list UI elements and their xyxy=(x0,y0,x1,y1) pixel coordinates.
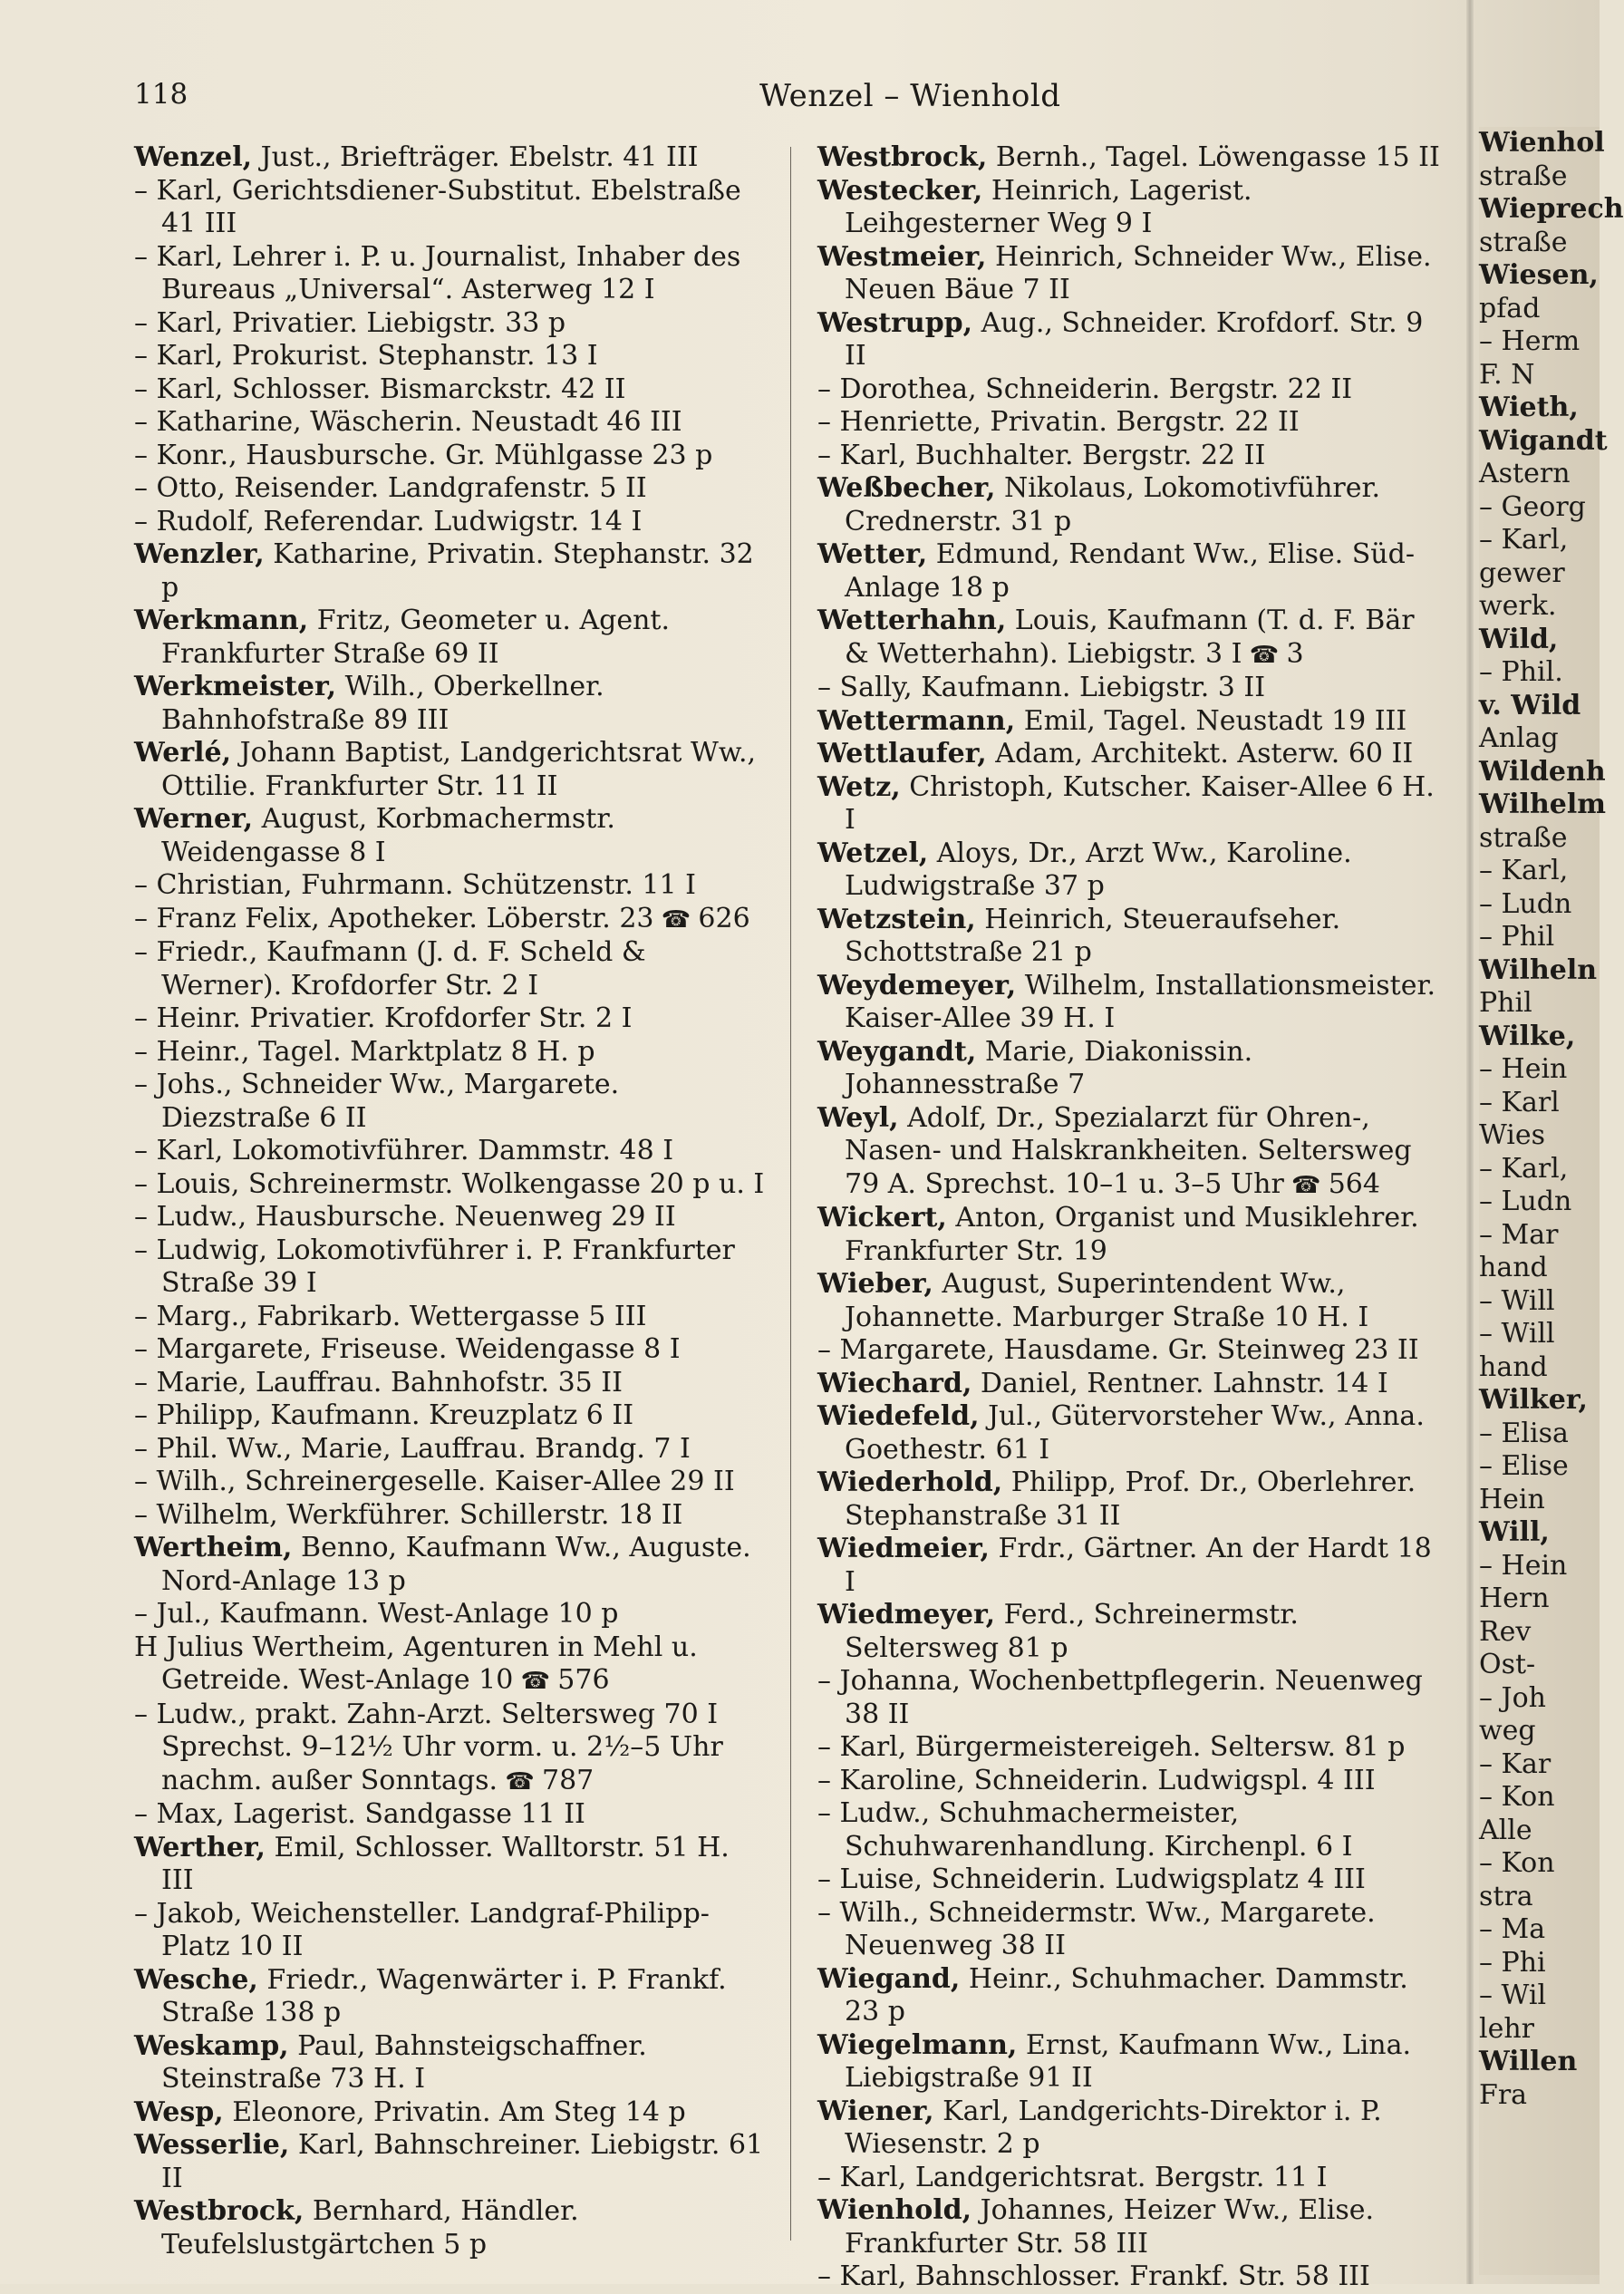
edge-fragment: stra xyxy=(1479,1880,1533,1912)
phone-icon: ☎ xyxy=(513,1668,558,1695)
entry-text: Fritz, Geometer u. Agent. Frankfurter Straße 69 II xyxy=(161,605,671,670)
entry-surname: Wesche, xyxy=(134,1963,258,1996)
entry-text: – Karl, Bürgermeistereigeh. Seltersw. 81 p xyxy=(817,1731,1406,1763)
entry-surname: Wenzel, xyxy=(134,141,253,173)
directory-entry xyxy=(817,1036,1443,1102)
directory-entry xyxy=(134,1598,768,1631)
entry-text: Frdr., Gärtner. An der Hardt 18 I xyxy=(845,1533,1432,1598)
entry-text: – Wilh., Schneidermstr. Ww., Margarete. Neuenweg 38 II xyxy=(817,1896,1376,1961)
entry-surname: Westbrock, xyxy=(134,2195,304,2227)
directory-entry xyxy=(817,472,1443,538)
entry-text: – Rudolf, Referendar. Ludwigstr. 14 I xyxy=(134,505,643,537)
directory-entry xyxy=(134,671,768,737)
directory-entry xyxy=(134,340,768,373)
directory-entry xyxy=(817,2029,1443,2096)
entry-text: – Christian, Fuhrmann. Schützenstr. 11 I xyxy=(134,869,696,901)
entry-surname: Weskamp, xyxy=(134,2029,289,2062)
entry-text: H Julius Wertheim, Agenturen in Mehl u. Getreide. West-Anlage 10 xyxy=(134,1631,698,1696)
directory-entry xyxy=(134,1964,768,2030)
directory-entry xyxy=(817,1963,1443,2029)
edge-fragment: Ost- xyxy=(1479,1649,1536,1680)
entry-text: August, Superintendent Ww., Johannette. Marburger Straße 10 H. I xyxy=(845,1268,1369,1333)
phone-number: 3 xyxy=(1286,637,1304,670)
directory-entry xyxy=(817,1334,1443,1368)
entry-text: – Karl, Landgerichtsrat. Bergstr. 11 I xyxy=(817,2161,1328,2193)
edge-fragment: Hern xyxy=(1479,1583,1550,1614)
directory-entry xyxy=(134,538,768,605)
directory-entry xyxy=(817,1863,1443,1897)
directory-entry xyxy=(817,406,1443,440)
directory-entry xyxy=(134,506,768,539)
directory-entry xyxy=(134,1002,768,1036)
directory-entry xyxy=(817,241,1443,307)
directory-entry xyxy=(817,1731,1443,1765)
entry-text: Edmund, Rendant Ww., Elise. Süd-Anlage 18 p xyxy=(845,538,1415,604)
entry-text: Christoph, Kutscher. Kaiser-Allee 6 H. I xyxy=(845,770,1435,836)
entry-surname: Wiegelmann, xyxy=(817,2028,1018,2061)
directory-entry xyxy=(134,472,768,506)
edge-fragment: – Kon xyxy=(1479,1781,1555,1813)
entry-surname: Wetz, xyxy=(817,770,901,803)
entry-text: Johann Baptist, Landgerichtsrat Ww., Ottilie. Frankfurter Str. 11 II xyxy=(161,737,757,802)
directory-entry xyxy=(817,1765,1443,1798)
directory-entry xyxy=(134,406,768,440)
directory-entry xyxy=(134,1798,768,1832)
entry-surname: Wenzler, xyxy=(134,538,265,570)
next-page-edge-column xyxy=(1479,127,1624,2275)
entry-surname: Werner, xyxy=(134,803,254,835)
entry-surname: Wetter, xyxy=(817,538,928,570)
edge-fragment: Wies xyxy=(1479,1119,1546,1151)
directory-entry xyxy=(817,605,1443,672)
edge-fragment: pfad xyxy=(1479,292,1541,324)
directory-entry xyxy=(817,1797,1443,1863)
entry-text: – Karoline, Schneiderin. Ludwigspl. 4 III xyxy=(817,1764,1376,1796)
directory-entry xyxy=(817,970,1443,1036)
entry-surname: Wettermann, xyxy=(817,704,1016,737)
entry-text: Ferd., Schreinermstr. Seltersweg 81 p xyxy=(845,1599,1299,1664)
entry-text: Marie, Diakonissin. Johannesstraße 7 xyxy=(845,1035,1253,1100)
entry-text: – Ludw., Hausbursche. Neuenweg 29 II xyxy=(134,1201,676,1233)
entry-text: – Heinr. Privatier. Krofdorfer Str. 2 I xyxy=(134,1002,633,1034)
directory-entry xyxy=(134,175,768,241)
edge-fragment: Wigandt xyxy=(1479,424,1608,457)
directory-entry xyxy=(817,672,1443,705)
entry-text: Adolf, Dr., Spezialarzt für Ohren-, Nasen- und Halskrankheiten. Seltersweg 79 A. Sprechst. 10–1 u. 3–5 Uhr xyxy=(845,1101,1412,1200)
edge-fragment: – Elise xyxy=(1479,1450,1569,1482)
entry-text: – Louis, Schreinermstr. Wolkengasse 20 p u. I xyxy=(134,1167,765,1200)
entry-surname: Wesserlie, xyxy=(134,2129,290,2161)
entry-surname: Weyl, xyxy=(817,1101,899,1134)
edge-fragment: – Will xyxy=(1479,1318,1555,1350)
entry-text: – Karl, Schlosser. Bismarckstr. 42 II xyxy=(134,373,626,405)
entry-surname: Wieber, xyxy=(817,1268,933,1300)
phone-number: 626 xyxy=(698,902,750,934)
entry-text: Friedr., Wagenwärter i. P. Frankf. Straße 138 p xyxy=(161,1963,727,2028)
entry-surname: Wickert, xyxy=(817,1202,947,1234)
edge-fragment: – Wil xyxy=(1479,1979,1547,2011)
directory-entry xyxy=(817,1102,1443,1203)
directory-entry xyxy=(134,1201,768,1234)
entry-text: Johannes, Heizer Ww., Elise. Frankfurter Str. 58 III xyxy=(845,2194,1375,2260)
edge-fragment: Wilke, xyxy=(1479,1020,1576,1052)
edge-fragment: – Elisa xyxy=(1479,1417,1569,1449)
entry-surname: Werkmeister, xyxy=(134,671,337,702)
edge-fragment: Wieth, xyxy=(1479,392,1579,423)
phone-icon: ☎ xyxy=(498,1767,542,1796)
edge-fragment: – Kar xyxy=(1479,1747,1552,1780)
directory-entry xyxy=(817,1400,1443,1466)
directory-entry xyxy=(817,307,1443,373)
entry-text: – Dorothea, Schneiderin. Bergstr. 22 II xyxy=(817,373,1353,405)
entry-surname: Westbrock, xyxy=(817,141,988,173)
edge-fragment: straße xyxy=(1479,821,1568,854)
edge-fragment: Hein xyxy=(1479,1483,1545,1515)
edge-fragment: straße xyxy=(1479,226,1568,258)
edge-fragment: Willen xyxy=(1479,2046,1578,2077)
entry-text: Paul, Bahnsteigschaffner. Steinstraße 73 H. I xyxy=(161,2029,647,2095)
directory-entry xyxy=(817,141,1443,175)
edge-fragment: Fra xyxy=(1479,2078,1528,2111)
edge-fragment: straße xyxy=(1479,160,1568,192)
edge-fragment: – Ludn xyxy=(1479,1186,1572,1217)
edge-fragment: Phil xyxy=(1479,987,1532,1019)
directory-entry xyxy=(134,1168,768,1202)
edge-fragment: – Will xyxy=(1479,1284,1555,1317)
directory-entry xyxy=(817,904,1443,970)
entry-text: – Franz Felix, Apotheker. Löberstr. 23 xyxy=(134,902,654,934)
edge-fragment: – Karl xyxy=(1479,1086,1560,1118)
entry-text: – Max, Lagerist. Sandgasse 11 II xyxy=(134,1798,585,1830)
entry-surname: Wiedefeld, xyxy=(817,1400,980,1432)
entry-text: – Konr., Hausbursche. Gr. Mühlgasse 23 p xyxy=(134,439,713,471)
entry-text: – Karl, Privatier. Liebigstr. 33 p xyxy=(134,306,566,339)
entry-text: Karl, Bahnschreiner. Liebigstr. 61 II xyxy=(161,2129,764,2194)
directory-entry xyxy=(134,1699,768,1799)
directory-entry xyxy=(134,1333,768,1367)
edge-fragment: werk. xyxy=(1479,590,1557,622)
entry-surname: Wiedmeyer, xyxy=(817,1599,996,1631)
edge-fragment: gewer xyxy=(1479,557,1565,589)
entry-surname: Wesp, xyxy=(134,2096,224,2128)
entry-surname: Wetzstein, xyxy=(817,903,976,935)
edge-fragment: Alle xyxy=(1479,1814,1532,1846)
entry-text: – Katharine, Wäscherin. Neustadt 46 III xyxy=(134,406,682,438)
entry-surname: Wetzel, xyxy=(817,837,929,869)
edge-fragment: – Kon xyxy=(1479,1847,1555,1879)
entry-text: – Karl, Gerichtsdiener-Substitut. Ebelstraße 41 III xyxy=(134,174,741,239)
entry-text: Heinrich, Lagerist. Leihgesterner Weg 9 I xyxy=(845,174,1252,239)
edge-fragment: Wilheln xyxy=(1479,953,1598,986)
page-number: 118 xyxy=(134,78,188,111)
entry-text: – Otto, Reisender. Landgrafenstr. 5 II xyxy=(134,472,647,504)
phone-number: 787 xyxy=(541,1764,594,1796)
entry-surname: Wetterhahn, xyxy=(817,605,1007,636)
middle-column xyxy=(817,141,1443,2294)
entry-text: – Henriette, Privatin. Bergstr. 22 II xyxy=(817,406,1300,438)
entry-text: Heinrich, Steueraufseher. Schottstraße 21 p xyxy=(845,903,1341,968)
entry-text: – Heinr., Tagel. Marktplatz 8 H. p xyxy=(134,1035,595,1068)
entry-surname: Weygandt, xyxy=(817,1035,977,1068)
entry-text: Karl, Landgerichts-Direktor i. P. Wiesenstr. 2 p xyxy=(845,2095,1382,2160)
phone-number: 564 xyxy=(1328,1167,1380,1200)
edge-fragment: Wieprech xyxy=(1479,193,1624,225)
directory-entry xyxy=(134,373,768,407)
entry-text: Jul., Gütervorsteher Ww., Anna. Goethestr. 61 I xyxy=(845,1400,1425,1466)
entry-text: Adam, Architekt. Asterw. 60 II xyxy=(986,738,1414,770)
entry-text: – Karl, Buchhalter. Bergstr. 22 II xyxy=(817,439,1266,471)
entry-surname: Werther, xyxy=(134,1831,266,1863)
directory-entry xyxy=(817,1466,1443,1533)
directory-entry xyxy=(134,1036,768,1070)
entry-text: – Ludwig, Lokomotivführer i. P. Frankfurter Straße 39 I xyxy=(134,1234,735,1299)
entry-text: Aug., Schneider. Krofdorf. Str. 9 II xyxy=(845,306,1424,372)
directory-entry xyxy=(817,2260,1443,2294)
edge-fragment: – Phil. xyxy=(1479,656,1563,688)
entry-text: – Wilh., Schreinergeselle. Kaiser-Allee 29 II xyxy=(134,1466,735,1497)
directory-entry xyxy=(134,2030,768,2096)
entry-text: – Karl, Lehrer i. P. u. Journalist, Inhaber des Bureaus „Universal“. Asterweg 12 I xyxy=(134,240,741,305)
directory-entry xyxy=(134,2096,768,2130)
page-gutter xyxy=(1466,0,1474,2284)
entry-surname: Weydemeyer, xyxy=(817,969,1017,1002)
entry-surname: Werkmann, xyxy=(134,605,309,636)
entry-text: – Friedr., Kaufmann (J. d. F. Scheld & Werner). Krofdorfer Str. 2 I xyxy=(134,936,646,1002)
edge-fragment: – Phil xyxy=(1479,921,1555,953)
entry-surname: Wettlaufer, xyxy=(817,738,987,770)
directory-entry xyxy=(817,1533,1443,1599)
edge-fragment: – Herm xyxy=(1479,325,1580,357)
entry-surname: Wiechard, xyxy=(817,1367,972,1399)
edge-fragment: – Ma xyxy=(1479,1913,1546,1945)
entry-text: Philipp, Prof. Dr., Oberlehrer. Stephanstraße 31 II xyxy=(845,1466,1416,1532)
entry-text: – Margarete, Friseuse. Weidengasse 8 I xyxy=(134,1333,681,1365)
entry-text: – Karl, Lokomotivführer. Dammstr. 48 I xyxy=(134,1135,674,1166)
edge-fragment: – Ludn xyxy=(1479,887,1572,920)
directory-entry xyxy=(134,803,768,869)
directory-entry xyxy=(817,2162,1443,2195)
directory-entry xyxy=(817,2096,1443,2162)
entry-surname: Wiedmeier, xyxy=(817,1533,991,1564)
edge-fragment: – Mar xyxy=(1479,1218,1559,1251)
entry-text: Heinr., Schuhmacher. Dammstr. 23 p xyxy=(845,1962,1408,2028)
entry-surname: Wienhold, xyxy=(817,2194,972,2226)
entry-text: Louis, Kaufmann (T. d. F. Bär & Wetterhahn). Liebigstr. 3 I xyxy=(845,605,1415,670)
directory-entry xyxy=(817,440,1443,473)
entry-text: – Johanna, Wochenbettpflegerin. Neuenweg 38 II xyxy=(817,1665,1423,1730)
entry-surname: Weßbecher, xyxy=(817,472,996,504)
edge-fragment: Will, xyxy=(1479,1516,1550,1548)
phone-icon: ☎ xyxy=(653,905,699,934)
edge-fragment: – Hein xyxy=(1479,1053,1568,1085)
entry-text: Anton, Organist und Musiklehrer. Frankfurter Str. 19 xyxy=(845,1202,1419,1267)
entry-text: Wilhelm, Installationsmeister. Kaiser-Allee 39 H. I xyxy=(845,969,1436,1034)
entry-surname: Wertheim, xyxy=(134,1532,293,1563)
column-divider xyxy=(790,147,791,2241)
entry-surname: Westmeier, xyxy=(817,240,987,273)
directory-entry xyxy=(134,307,768,341)
directory-entry xyxy=(817,771,1443,837)
directory-entry xyxy=(134,141,768,175)
directory-entry xyxy=(134,440,768,473)
entry-text: – Sally, Kaufmann. Liebigstr. 3 II xyxy=(817,672,1266,703)
edge-fragment: Wild, xyxy=(1479,623,1559,655)
directory-entry xyxy=(817,705,1443,739)
entry-text: – Jul., Kaufmann. West-Anlage 10 p xyxy=(134,1598,619,1630)
directory-entry xyxy=(817,1202,1443,1268)
directory-entry xyxy=(817,175,1443,241)
directory-entry xyxy=(134,1466,768,1499)
edge-fragment: lehr xyxy=(1479,2012,1535,2045)
directory-entry xyxy=(817,538,1443,605)
edge-fragment: Wiesen, xyxy=(1479,259,1599,291)
directory-entry xyxy=(134,1532,768,1598)
entry-text: – Jakob, Weichensteller. Landgraf-Philipp-Platz 10 II xyxy=(134,1897,710,1962)
phone-icon: ☎ xyxy=(1242,641,1287,669)
page-header xyxy=(134,78,1448,125)
entry-surname: Wiegand, xyxy=(817,1962,961,1995)
edge-fragment: Wildenh xyxy=(1479,755,1606,788)
edge-fragment: Anlag xyxy=(1479,722,1559,754)
entry-text: – Margarete, Hausdame. Gr. Steinweg 23 II xyxy=(817,1334,1419,1366)
directory-entry xyxy=(134,1135,768,1168)
directory-entry xyxy=(817,1368,1443,1401)
edge-fragment: F. N xyxy=(1479,358,1535,391)
edge-fragment: – Georg xyxy=(1479,490,1586,523)
entry-surname: Westrupp, xyxy=(817,306,973,339)
edge-fragment: weg xyxy=(1479,1715,1536,1747)
directory-entry xyxy=(817,2194,1443,2260)
edge-fragment: Wilker, xyxy=(1479,1384,1588,1416)
directory-entry xyxy=(134,869,768,903)
entry-text: Just., Briefträger. Ebelstr. 41 III xyxy=(252,141,699,173)
edge-fragment: hand xyxy=(1479,1252,1548,1283)
entry-text: Daniel, Rentner. Lahnstr. 14 I xyxy=(972,1367,1388,1399)
directory-entry xyxy=(817,1897,1443,1963)
entry-text: – Ludw., prakt. Zahn-Arzt. Seltersweg 70 I Sprechst. 9–12½ Uhr vorm. u. 2½–5 Uhr nachm. außer Sonntags. xyxy=(134,1698,723,1796)
phone-number: 576 xyxy=(557,1664,610,1696)
directory-entry xyxy=(134,1433,768,1466)
directory-entry xyxy=(134,241,768,307)
entry-surname: Wiener, xyxy=(817,2095,934,2127)
entry-text: – Marg., Fabrikarb. Wettergasse 5 III xyxy=(134,1300,647,1332)
edge-fragment: – Karl, xyxy=(1479,524,1569,556)
entry-text: Bernh., Tagel. Löwengasse 15 II xyxy=(987,141,1440,173)
edge-fragment: – Karl, xyxy=(1479,1152,1569,1185)
entry-text: – Marie, Lauffrau. Bahnhofstr. 35 II xyxy=(134,1366,624,1399)
directory-entry xyxy=(134,1898,768,1964)
directory-entry xyxy=(134,2129,768,2195)
entry-text: – Karl, Bahnschlosser. Frankf. Str. 58 III xyxy=(817,2260,1370,2292)
entry-text: Katharine, Privatin. Stephanstr. 32 p xyxy=(161,538,754,604)
directory-entry xyxy=(134,605,768,671)
left-column xyxy=(134,141,768,2261)
entry-surname: Wiederhold, xyxy=(817,1466,1003,1498)
entry-text: Bernhard, Händler. Teufelslustgärtchen 5 p xyxy=(161,2195,579,2260)
directory-entry xyxy=(817,373,1443,407)
entry-surname: Westecker, xyxy=(817,174,983,207)
running-head: Wenzel – Wienhold xyxy=(759,78,1061,114)
directory-entry xyxy=(817,1599,1443,1665)
entry-text: Ernst, Kaufmann Ww., Lina. Liebigstraße 91 II xyxy=(845,2028,1412,2094)
edge-fragment: Astern xyxy=(1479,458,1571,489)
directory-entry xyxy=(817,1665,1443,1731)
entry-text: Heinrich, Schneider Ww., Elise. Neuen Bäue 7 II xyxy=(845,240,1432,305)
edge-fragment: – Phi xyxy=(1479,1946,1546,1979)
entry-text: Emil, Schlosser. Walltorstr. 51 H. III xyxy=(161,1831,730,1896)
edge-fragment: Wienhol xyxy=(1479,127,1605,159)
directory-entry xyxy=(134,903,768,937)
entry-text: Eleonore, Privatin. Am Steg 14 p xyxy=(223,2096,686,2128)
phone-icon: ☎ xyxy=(1283,1171,1329,1199)
directory-entry xyxy=(134,1832,768,1898)
directory-entry xyxy=(134,1499,768,1533)
edge-fragment: Wilhelm xyxy=(1479,789,1606,820)
edge-fragment: Rev xyxy=(1479,1615,1532,1648)
entry-text: – Ludw., Schuhmachermeister, Schuhwarenhandlung. Kirchenpl. 6 I xyxy=(817,1797,1353,1863)
entry-text: Nikolaus, Lokomotivführer. Crednerstr. 31 p xyxy=(845,472,1381,537)
entry-surname: Werlé, xyxy=(134,737,232,769)
edge-fragment: v. Wild xyxy=(1479,689,1581,721)
entry-text: Emil, Tagel. Neustadt 19 III xyxy=(1015,704,1407,737)
directory-entry xyxy=(817,837,1443,904)
entry-text: – Philipp, Kaufmann. Kreuzplatz 6 II xyxy=(134,1399,634,1431)
directory-entry xyxy=(134,1367,768,1400)
directory-entry xyxy=(134,1301,768,1334)
directory-entry xyxy=(134,1069,768,1135)
edge-fragment: – Karl, xyxy=(1479,855,1569,886)
edge-fragment: hand xyxy=(1479,1350,1548,1383)
entry-text: Aloys, Dr., Arzt Ww., Karoline. Ludwigstraße 37 p xyxy=(845,837,1352,902)
directory-entry xyxy=(134,2195,768,2261)
entry-text: – Phil. Ww., Marie, Lauffrau. Brandg. 7 I xyxy=(134,1432,691,1465)
directory-entry xyxy=(817,738,1443,771)
directory-entry xyxy=(134,737,768,803)
entry-text: – Luise, Schneiderin. Ludwigsplatz 4 III xyxy=(817,1863,1366,1895)
directory-entry xyxy=(134,1234,768,1301)
edge-fragment: – Hein xyxy=(1479,1549,1568,1582)
entry-text: Benno, Kaufmann Ww., Auguste. Nord-Anlage 13 p xyxy=(161,1532,751,1597)
directory-entry xyxy=(817,1268,1443,1334)
directory-entry xyxy=(134,936,768,1002)
directory-entry xyxy=(134,1399,768,1433)
entry-text: – Karl, Prokurist. Stephanstr. 13 I xyxy=(134,340,598,372)
entry-text: – Wilhelm, Werkführer. Schillerstr. 18 II xyxy=(134,1498,683,1531)
entry-text: August, Korbmachermstr. Weidengasse 8 I xyxy=(161,803,615,868)
directory-entry xyxy=(134,1631,768,1699)
edge-fragment: – Joh xyxy=(1479,1681,1546,1714)
entry-text: Wilh., Oberkellner. Bahnhofstraße 89 III xyxy=(161,671,604,736)
entry-text: – Johs., Schneider Ww., Margarete. Diezstraße 6 II xyxy=(134,1069,620,1134)
